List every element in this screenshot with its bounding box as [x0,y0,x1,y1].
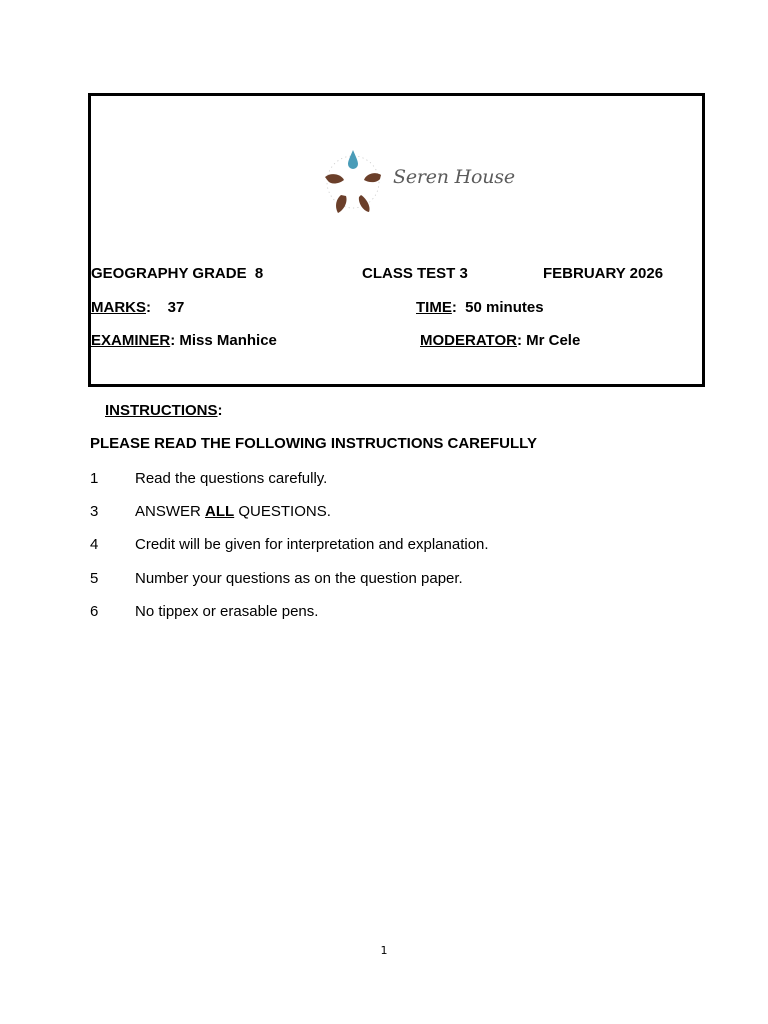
exam-date: FEBRUARY 2026 [543,265,664,282]
marks-label: MARKS [91,299,146,316]
instruction-text: Credit will be given for interpretation and explanation. [135,536,489,553]
moderator-value: : Mr Cele [516,332,581,349]
instructions-heading: PLEASE READ THE FOLLOWING INSTRUCTIONS CAREFULLY [90,435,537,452]
flower-logo-icon [321,144,391,220]
instruction-number: 6 [90,603,99,620]
examiner-field [91,332,277,350]
examiner-label: EXAMINER [91,332,171,349]
instructions-title-label: INSTRUCTIONS [105,402,218,419]
instruction-text: Number your questions as on the question paper. [135,570,463,587]
instruction-number: 5 [90,570,99,587]
instruction-text: Read the questions carefully. [135,470,328,487]
instructions-title-suffix: : [217,402,223,419]
marks-value: : 37 [146,299,185,316]
instruction-emphasis: ALL [205,503,235,520]
instructions-title [105,402,223,420]
subject-grade: GEOGRAPHY GRADE 8 [91,265,264,282]
exam-header-box [88,93,705,387]
instruction-text [135,503,331,521]
instruction-text-after: QUESTIONS. [234,503,331,520]
time-label: TIME [416,299,452,316]
instruction-number: 1 [90,470,99,487]
time-value: : 50 minutes [451,299,544,316]
logo-text: Seren House [393,166,515,188]
moderator-label: MODERATOR [420,332,517,349]
examiner-value: : Miss Manhice [170,332,277,349]
school-logo [321,144,515,220]
instruction-item [90,603,690,675]
moderator-field [420,332,580,350]
instruction-text-before: ANSWER [135,503,206,520]
marks-field [91,299,184,317]
instruction-number: 3 [90,503,99,520]
page-number: 1 [380,944,388,957]
time-field [416,299,544,317]
test-name: CLASS TEST 3 [362,265,468,282]
instruction-number: 4 [90,536,99,553]
instruction-text: No tippex or erasable pens. [135,603,319,620]
